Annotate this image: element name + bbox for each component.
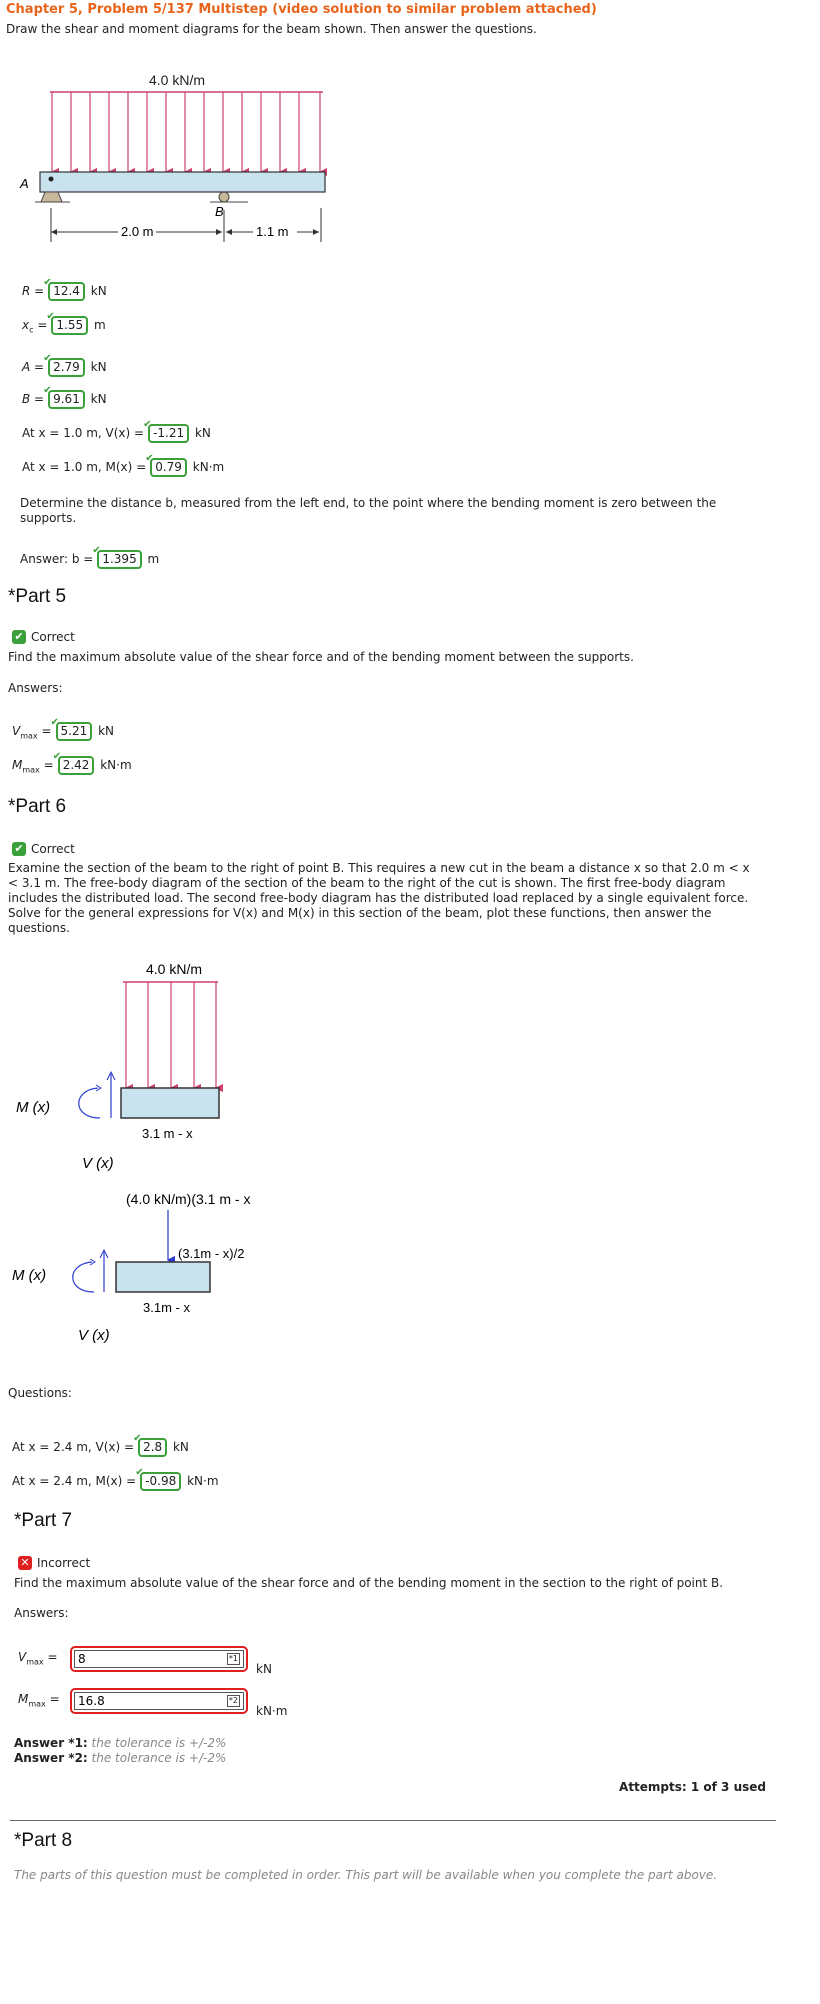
part8-locked-message: The parts of this question must be completed in order. This part will be available when you complete the part above. xyxy=(14,1868,718,1882)
fbd2-moment-label: M (x) xyxy=(12,1267,47,1284)
point-a-label: A xyxy=(20,176,29,191)
load-label: 4.0 kN/m xyxy=(149,72,206,88)
part8-title: *Part 8 xyxy=(14,1830,73,1851)
distance-b-row: Answer: b =✔ 1.395 m xyxy=(20,550,159,569)
part6-title: *Part 6 xyxy=(8,796,67,817)
part7-vmax-input-box xyxy=(70,1646,248,1672)
fbd2-shear-label: V (x) xyxy=(78,1327,110,1344)
r-answer: ✔ 12.4 xyxy=(48,282,85,301)
fbd1-length-label: 3.1 m - x xyxy=(142,1126,193,1141)
fbd2-force-label: (4.0 kN/m)(3.1 m - x xyxy=(126,1191,251,1207)
part5-mmax-row: $M_{max}$ =✔ 2.42 kN·m xyxy=(12,756,132,775)
m-at-1m-answer: ✔ 0.79 xyxy=(150,458,187,477)
m-at-1m-row: At x = 1.0 m, M(x) =✔ 0.79 kN·m xyxy=(22,458,224,477)
b-answer: ✔ 9.61 xyxy=(48,390,85,409)
roller-support-b xyxy=(219,192,229,202)
fbd2-arm-label: (3.1m - x)/2 xyxy=(178,1246,245,1261)
answer-tag-2: *2 xyxy=(228,1696,238,1705)
load-arrows xyxy=(52,92,320,172)
part7-title: *Part 7 xyxy=(14,1510,73,1531)
fbd1-shear-label: V (x) xyxy=(82,1155,114,1172)
part6-questions-label: Questions: xyxy=(8,1386,72,1400)
part5-question: Find the maximum absolute value of the shear force and of the bending moment between the supports. xyxy=(8,650,634,664)
part5-status: ✔ Correct xyxy=(12,630,75,644)
fbd2-moment-arrow xyxy=(73,1262,94,1292)
fbd2-length-label: 3.1m - x xyxy=(143,1300,190,1315)
divider xyxy=(10,1820,776,1821)
part6-text: Examine the section of the beam to the right of point B. This requires a new cut in the beam a distance x so that 2.0 m < x < 3.1 m. The free-body diagram of the section of the beam to the right of the cut is shown. The first free-body diagram includes the distributed load. The second free-body diagram has the distributed load replaced by a single equivalent force. Solve for the general expressions for V(x) and M(x) in this section of the beam, plot these functions, then answer the questions. xyxy=(8,861,750,935)
x-icon: ✕ xyxy=(18,1556,32,1570)
v-at-1m-row: At x = 1.0 m, V(x) =✔ -1.21 kN xyxy=(22,424,211,443)
a-answer: ✔ 2.79 xyxy=(48,358,85,377)
fbd1-moment-label: M (x) xyxy=(16,1099,51,1116)
dimension-2-0m: 2.0 m xyxy=(121,224,154,239)
part5-title: *Part 5 xyxy=(8,586,67,607)
part7-vmax-unit: kN xyxy=(256,1662,272,1676)
part7-status: ✕ Incorrect xyxy=(18,1556,90,1570)
part5-vmax-answer: ✔ 5.21 xyxy=(56,722,93,741)
xc-row: $x_c$ =✔ 1.55 m xyxy=(22,316,106,335)
pin-support-a xyxy=(41,192,62,202)
point-b-label: B xyxy=(215,204,224,219)
b-row: B =✔ 9.61 kN xyxy=(22,390,107,409)
part5-vmax-row: $V_{max}$ =✔ 5.21 kN xyxy=(12,722,114,741)
distance-b-answer: ✔ 1.395 xyxy=(97,550,141,569)
part5-answers-label: Answers: xyxy=(8,681,63,695)
part5-mmax-answer: ✔ 2.42 xyxy=(58,756,95,775)
fbd1-load-arrows xyxy=(126,982,216,1088)
check-icon: ✔ xyxy=(12,842,26,856)
r-row: R =✔ 12.4 kN xyxy=(22,282,107,301)
m-at-2-4m-answer: ✔ -0.98 xyxy=(140,1472,181,1491)
fbd1-load-label: 4.0 kN/m xyxy=(146,961,203,977)
m-at-2-4m-row: At x = 2.4 m, M(x) =✔ -0.98 kN·m xyxy=(12,1472,219,1491)
fbd1-moment-arrow xyxy=(79,1088,100,1118)
mmax-input[interactable] xyxy=(74,1692,244,1710)
tolerance-note-1: Answer *1: the tolerance is +/-2% xyxy=(14,1736,227,1750)
beam-figure xyxy=(10,60,340,250)
attempts-counter: Attempts: 1 of 3 used xyxy=(619,1780,766,1794)
v-at-2-4m-answer: ✔ 2.8 xyxy=(138,1438,167,1457)
part7-vmax-label: $V_{max}$ = xyxy=(18,1650,58,1667)
free-body-diagrams xyxy=(8,952,308,1350)
xc-answer: ✔ 1.55 xyxy=(51,316,88,335)
vmax-input[interactable] xyxy=(74,1650,244,1668)
part7-mmax-label: $M_{max}$ = xyxy=(18,1692,60,1709)
a-row: A =✔ 2.79 kN xyxy=(22,358,107,377)
part7-mmax-input-box xyxy=(70,1688,248,1714)
beam xyxy=(40,172,325,192)
fbd1-beam-section xyxy=(121,1088,219,1118)
v-at-2-4m-row: At x = 2.4 m, V(x) =✔ 2.8 kN xyxy=(12,1438,189,1457)
part7-answers-label: Answers: xyxy=(14,1606,69,1620)
v-at-1m-answer: ✔ -1.21 xyxy=(148,424,189,443)
problem-title: Chapter 5, Problem 5/137 Multistep (video solution to similar problem attached) xyxy=(6,2,597,17)
part7-question: Find the maximum absolute value of the shear force and of the bending moment in the section to the right of point B. xyxy=(14,1576,724,1590)
tolerance-note-2: Answer *2: the tolerance is +/-2% xyxy=(14,1751,227,1765)
part6-status: ✔ Correct xyxy=(12,842,75,856)
part7-mmax-unit: kN·m xyxy=(256,1704,288,1718)
answer-tag-1: *1 xyxy=(228,1654,238,1663)
instruction-text: Draw the shear and moment diagrams for the beam shown. Then answer the questions. xyxy=(6,22,537,36)
check-icon: ✔ xyxy=(12,630,26,644)
dimension-1-1m: 1.1 m xyxy=(256,224,289,239)
fbd2-beam-section xyxy=(116,1262,210,1292)
distance-b-question: Determine the distance b, measured from the left end, to the point where the bending moment is zero between the supports. xyxy=(20,496,717,525)
